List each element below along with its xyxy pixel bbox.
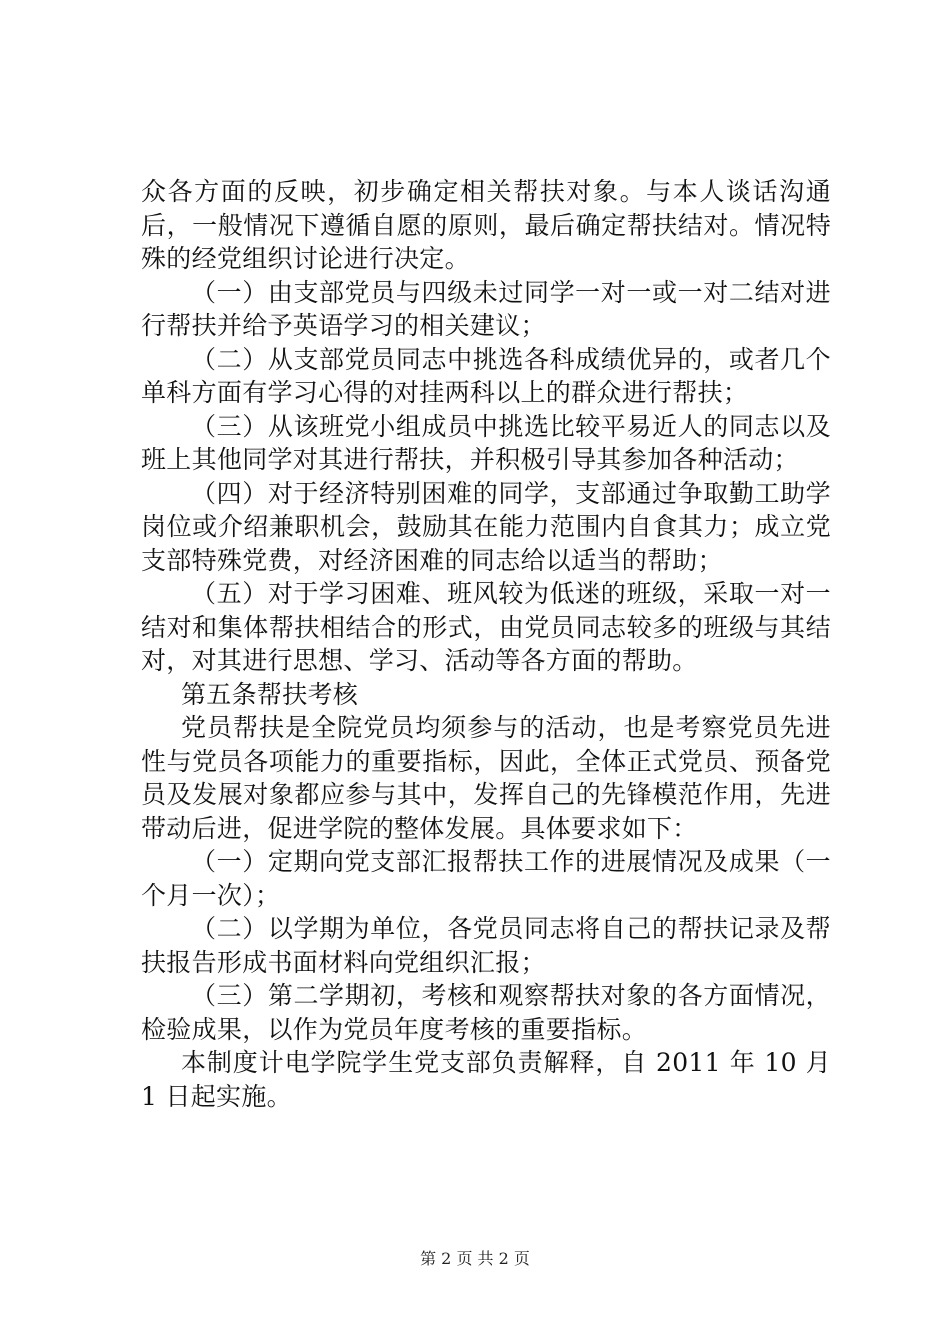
paragraph-item-5: （五）对于学习困难、班风较为低迷的班级，采取一对一结对和集体帮扶相结合的形式，由党员同志较多的班级与其结对，对其进行思想、学习、活动等各方面的帮助。 [141,579,831,675]
paragraph-item-4: （四）对于经济特别困难的同学，支部通过争取勤工助学岗位或介绍兼职机会，鼓励其在能力范围内自食其力；成立党支部特殊党费，对经济困难的同志给以适当的帮助； [141,478,831,575]
paragraph-item-2: （二）从支部党员同志中挑选各科成绩优异的，或者几个单科方面有学习心得的对挂两科以上的群众进行帮扶； [141,344,831,407]
paragraph-assessment-intro: 党员帮扶是全院党员均须参与的活动，也是考察党员先进性与党员各项能力的重要指标，因此，全体正式党员、预备党员及发展对象都应参与其中，发挥自己的先锋模范作用，先进带动后进，促进学院的整体发展。具体要求如下： [141,713,831,843]
document-body [141,175,831,1113]
paragraph-closing: 本制度计电学院学生党支部负责解释，自 2011 年 10 月 1 日起实施。 [141,1048,831,1111]
paragraph-requirement-3: （三）第二学期初，考核和观察帮扶对象的各方面情况，检验成果，以作为党员年度考核的重要指标。 [141,981,831,1044]
section-heading: 第五条帮扶考核 [181,679,359,709]
paragraph-item-1: （一）由支部党员与四级未过同学一对一或一对二结对进行帮扶并给予英语学习的相关建议； [141,277,831,340]
paragraph-requirement-1: （一）定期向党支部汇报帮扶工作的进展情况及成果（一个月一次）； [141,847,831,910]
paragraph-continuation: 众各方面的反映，初步确定相关帮扶对象。与本人谈话沟通后，一般情况下遵循自愿的原则，最后确定帮扶结对。情况特殊的经党组织讨论进行决定。 [141,177,831,273]
paragraph-requirement-2: （二）以学期为单位，各党员同志将自己的帮扶记录及帮扶报告形成书面材料向党组织汇报； [141,914,831,977]
page-footer: 第 2 页 共 2 页 [420,1249,530,1268]
paragraph-item-3: （三）从该班党小组成员中挑选比较平易近人的同志以及班上其他同学对其进行帮扶，并积极引导其参加各种活动； [141,411,831,474]
